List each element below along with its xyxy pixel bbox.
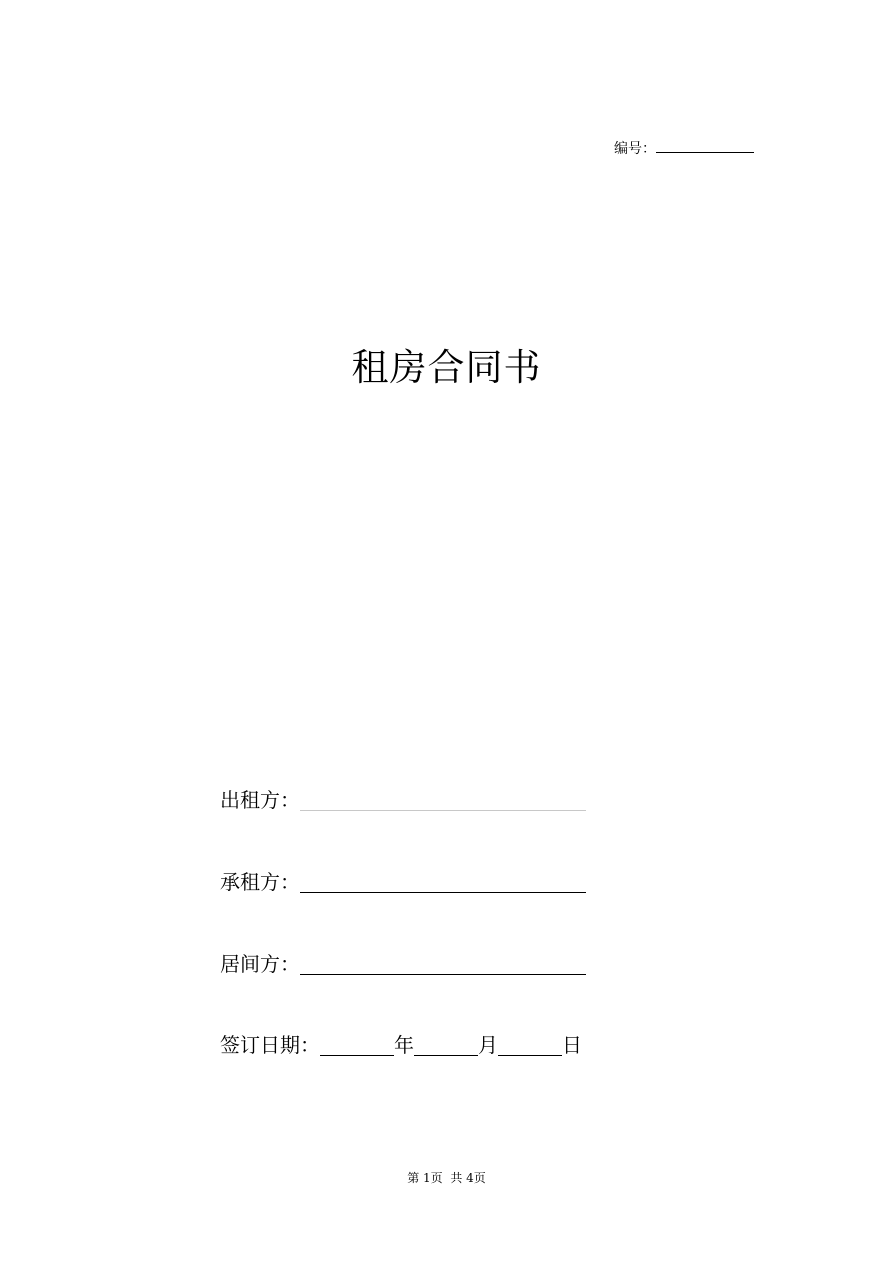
- lessee-label: 承租方：: [220, 870, 300, 894]
- page-current-number: 1: [423, 1171, 431, 1185]
- document-title: 租房合同书: [351, 346, 542, 389]
- lessor-blank-line: [300, 788, 586, 811]
- lessee-field: [220, 868, 586, 896]
- month-blank-line: [414, 1033, 478, 1056]
- sign-date-label: 签订日期：: [220, 1033, 320, 1057]
- day-char: 日: [562, 1033, 582, 1057]
- intermediary-field: [220, 950, 586, 978]
- intermediary-label: 居间方：: [220, 952, 300, 976]
- serial-blank-line: [656, 137, 754, 153]
- intermediary-blank-line: [300, 952, 586, 975]
- month-char: 月: [478, 1033, 498, 1057]
- page-current-prefix: 第: [407, 1171, 424, 1185]
- page-total-prefix: 共: [450, 1171, 467, 1185]
- page-total-number: 4: [466, 1171, 474, 1185]
- lessor-field: [220, 786, 586, 814]
- day-blank-line: [498, 1033, 562, 1056]
- page-footer: [0, 1170, 893, 1186]
- lessee-blank-line: [300, 870, 586, 893]
- serial-label: 编号：: [614, 141, 656, 157]
- serial-number: [614, 137, 754, 159]
- page-total-suffix: 页: [473, 1171, 486, 1185]
- page-current-suffix: 页: [430, 1171, 443, 1185]
- year-char: 年: [394, 1033, 414, 1057]
- sign-date-field: [220, 1031, 582, 1059]
- year-blank-line: [320, 1033, 394, 1056]
- lessor-label: 出租方：: [220, 788, 300, 812]
